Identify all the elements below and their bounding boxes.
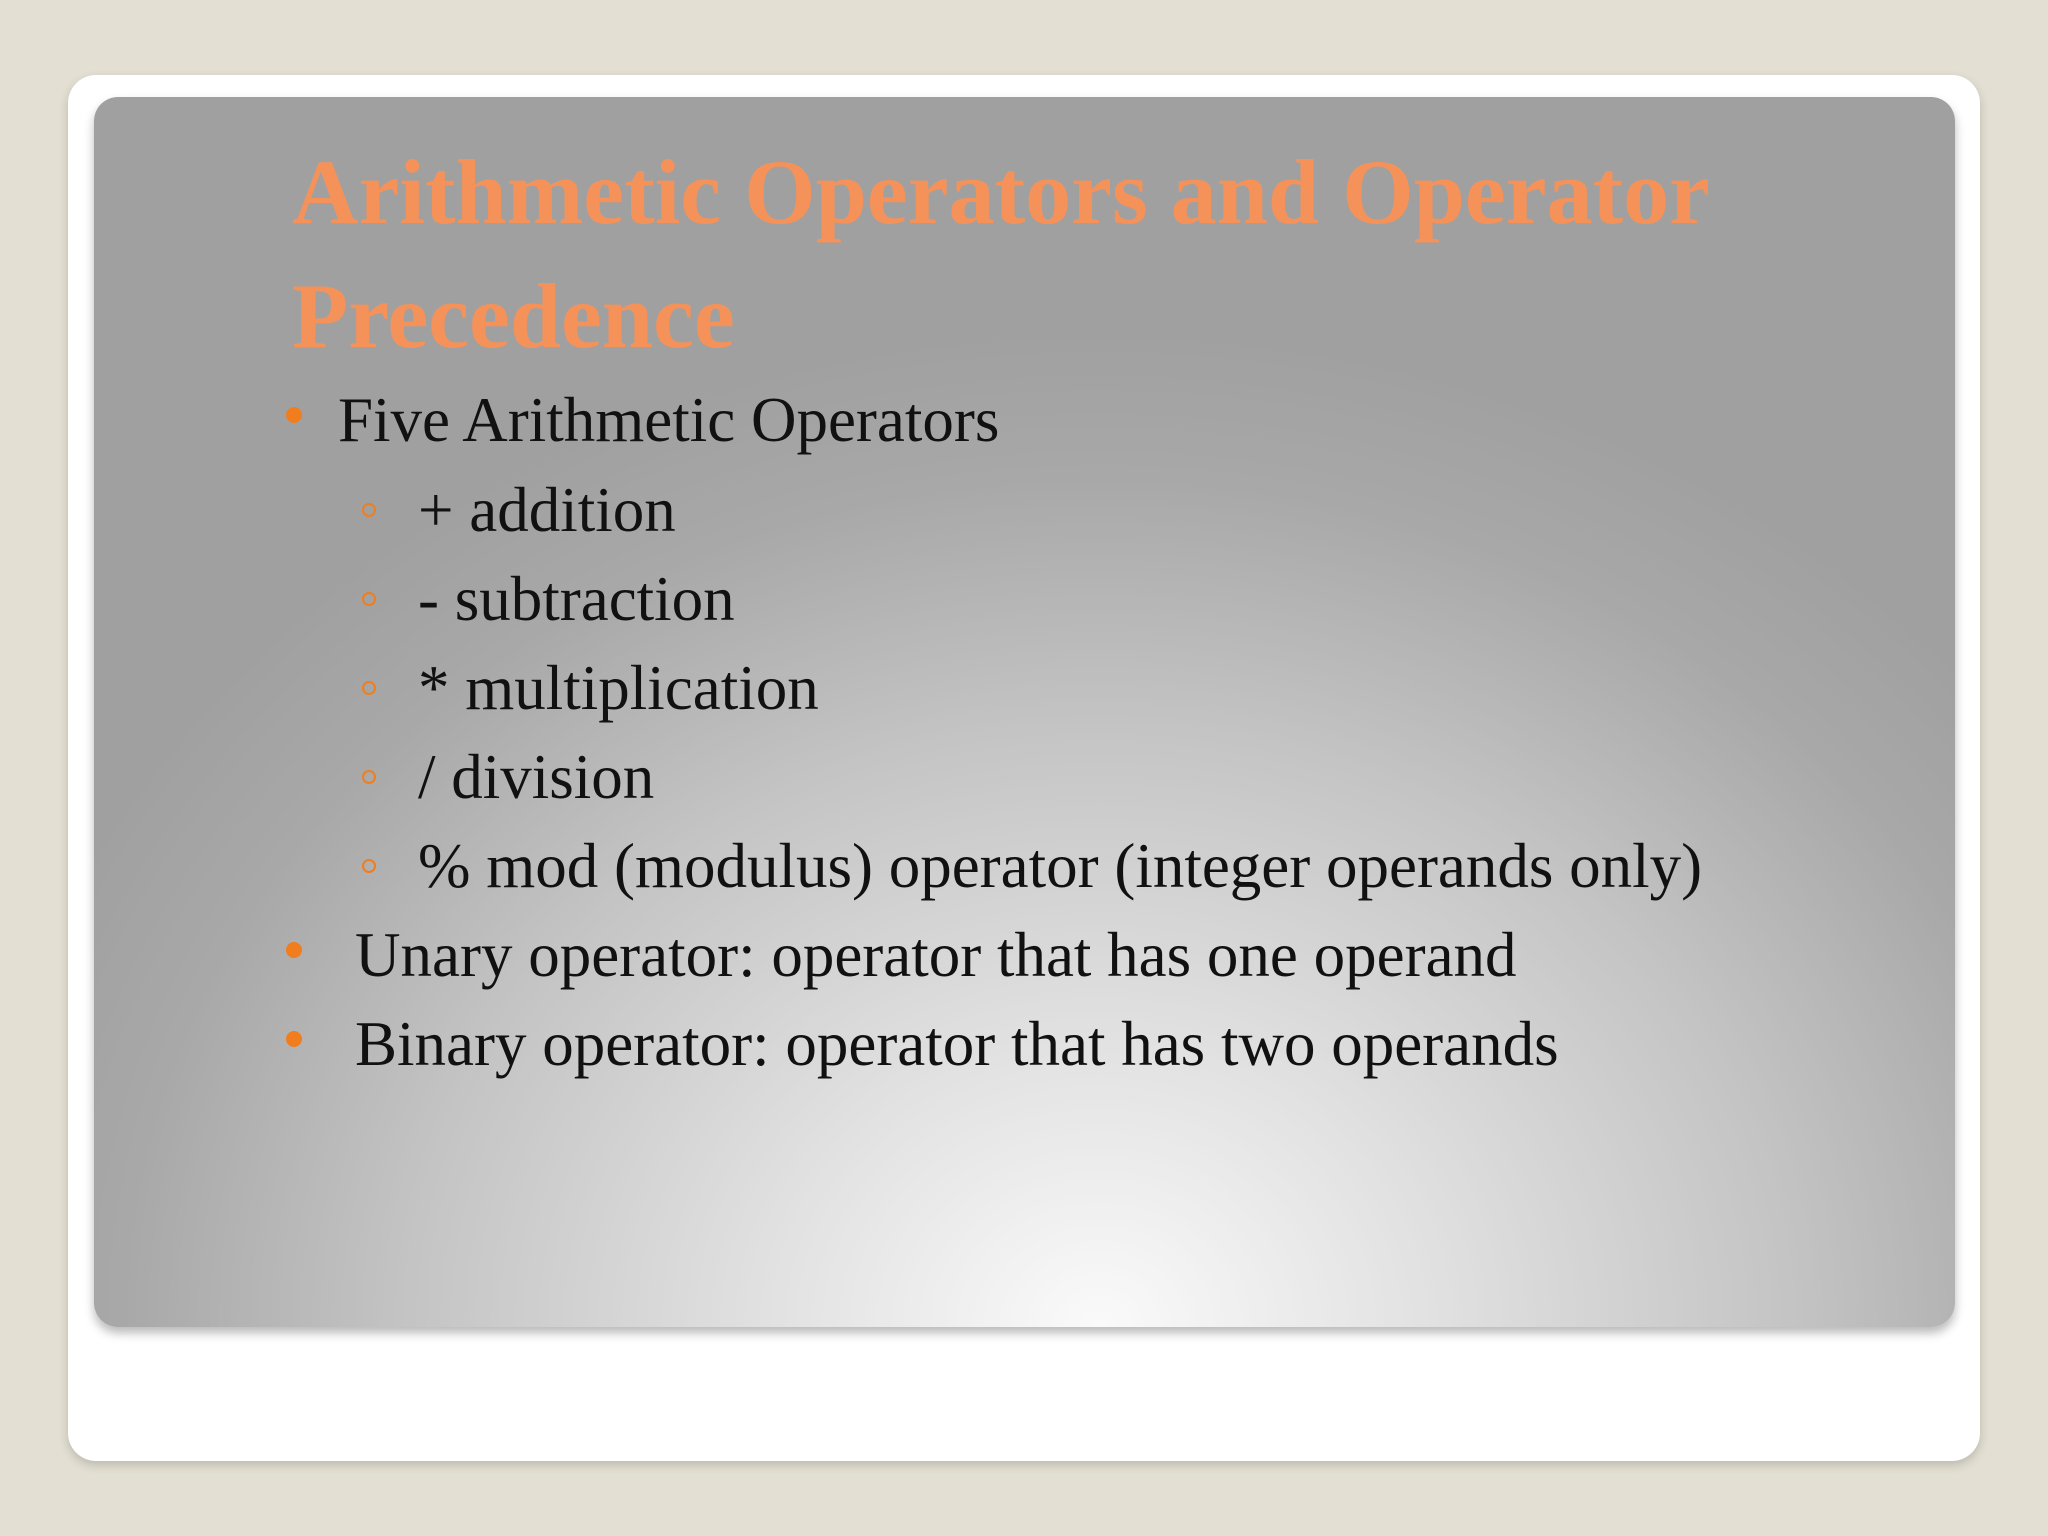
bullet-text: % mod (modulus) operator (integer operands only) <box>418 831 1703 901</box>
slide-title-line-1: Arithmetic Operators and Operator <box>292 141 1711 243</box>
bullet-text: + addition <box>418 475 676 545</box>
bullet-text: - subtraction <box>418 564 735 634</box>
hollow-circle-bullet-icon <box>362 592 376 606</box>
hollow-circle-bullet-icon <box>362 681 376 695</box>
slide-title <box>292 130 1892 378</box>
bullet-text: Binary operator: operator that has two operands <box>355 1009 1559 1079</box>
bullet-text: * multiplication <box>418 653 819 723</box>
hollow-circle-bullet-icon <box>362 770 376 784</box>
filled-circle-bullet-icon <box>286 407 302 423</box>
bullet-text: Five Arithmetic Operators <box>338 385 1000 455</box>
hollow-circle-bullet-icon <box>362 503 376 517</box>
bullet-text: Unary operator: operator that has one operand <box>355 920 1517 990</box>
filled-circle-bullet-icon <box>286 942 302 958</box>
slide-title-line-2: Precedence <box>292 265 735 367</box>
bullet-text: / division <box>418 742 655 812</box>
filled-circle-bullet-icon <box>286 1031 302 1047</box>
hollow-circle-bullet-icon <box>362 859 376 873</box>
